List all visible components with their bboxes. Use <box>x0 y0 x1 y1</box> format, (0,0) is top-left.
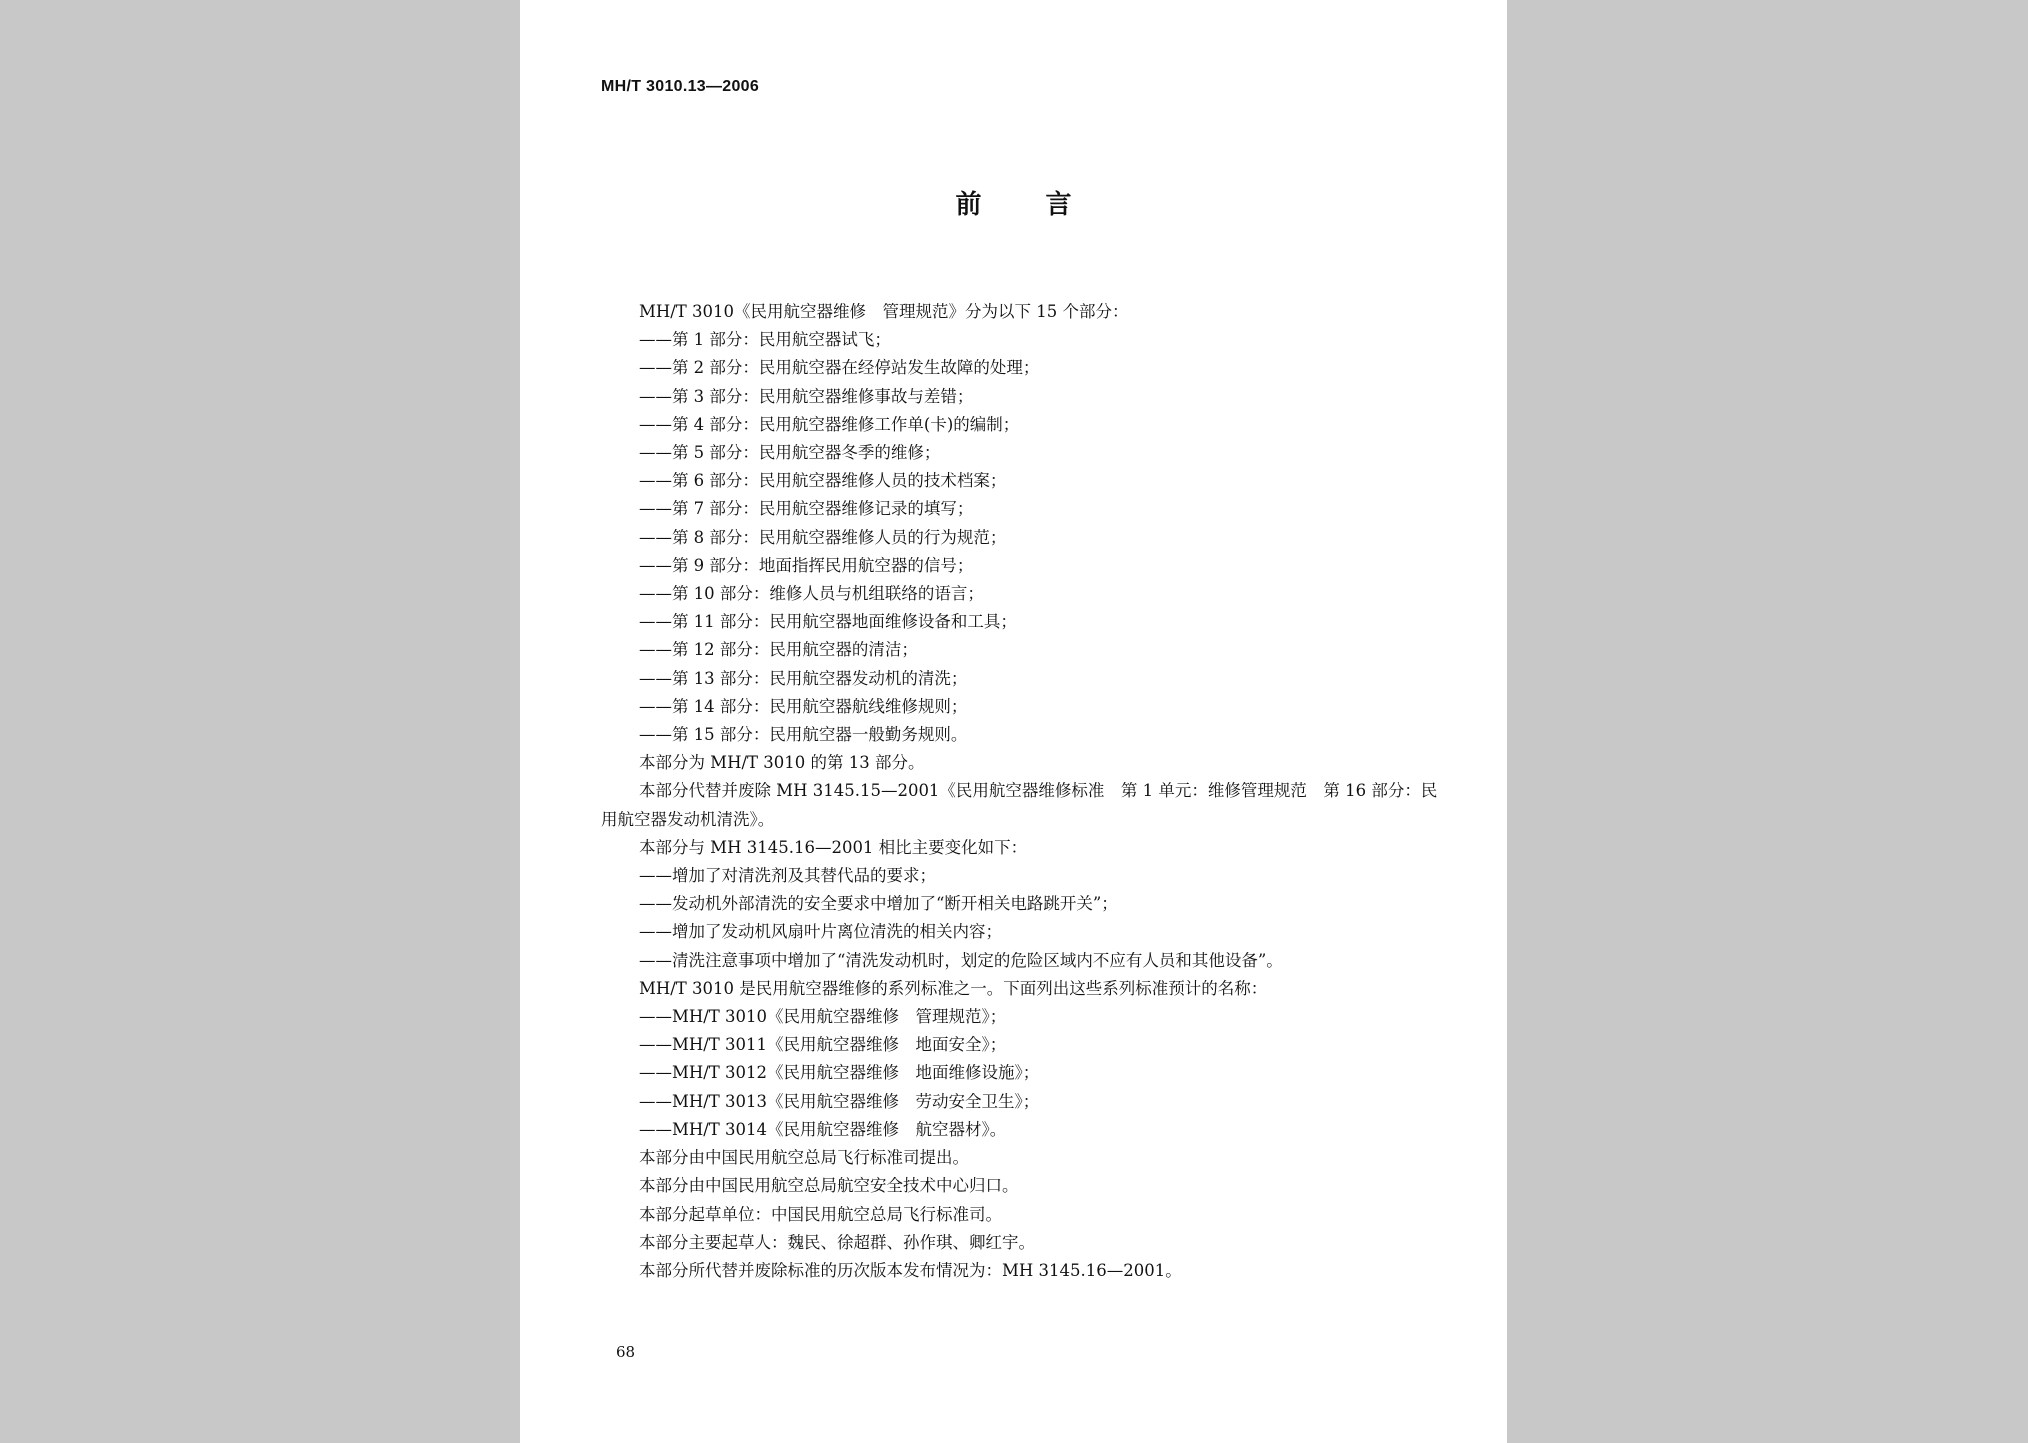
paragraph: 本部分所代替并废除标准的历次版本发布情况为：MH 3145.16—2001。 <box>638 1260 1182 1280</box>
list-item: ——第 14 部分：民用航空器航线维修规则； <box>638 696 968 716</box>
paragraph: 本部分由中国民用航空总局飞行标准司提出。 <box>638 1148 969 1168</box>
list-item: ——增加了对清洗剂及其替代品的要求； <box>638 866 936 886</box>
list-item: ——MH/T 3011《民用航空器维修 地面安全》； <box>638 1035 1007 1055</box>
list-item: ——第 1 部分：民用航空器试飞； <box>638 330 891 350</box>
paragraph: 本部分代替并废除 MH 3145.15—2001《民用航空器维修标准 第 1 单元：维修管理规范 第 16 部分：民用航空器发动机清洗》。 <box>601 781 1438 829</box>
list-item: ——第 6 部分：民用航空器维修人员的技术档案； <box>638 471 1007 491</box>
list-item: ——第 5 部分：民用航空器冬季的维修； <box>638 443 941 463</box>
list-item: ——第 7 部分：民用航空器维修记录的填写； <box>638 499 974 519</box>
list-item: ——第 10 部分：维修人员与机组联络的语言； <box>638 584 984 604</box>
list-item: ——第 2 部分：民用航空器在经停站发生故障的处理； <box>638 358 1040 378</box>
list-item: ——MH/T 3010《民用航空器维修 管理规范》； <box>638 1007 1007 1027</box>
paragraph: 本部分起草单位：中国民用航空总局飞行标准司。 <box>638 1204 1002 1224</box>
list-item: ——第 3 部分：民用航空器维修事故与差错； <box>638 386 974 406</box>
list-item: ——第 11 部分：民用航空器地面维修设备和工具； <box>638 612 1017 632</box>
document-page <box>520 0 1507 1443</box>
list-item: ——第 15 部分：民用航空器一般勤务规则。 <box>638 725 968 745</box>
paragraph: 本部分与 MH 3145.16—2001 相比主要变化如下： <box>638 837 1028 857</box>
list-item: ——第 12 部分：民用航空器的清洁； <box>638 640 918 660</box>
list-item: ——增加了发动机风扇叶片离位清洗的相关内容； <box>638 922 1002 942</box>
paragraph: 本部分由中国民用航空总局航空安全技术中心归口。 <box>638 1176 1019 1196</box>
paragraph: 本部分主要起草人：魏民、徐超群、孙作琪、卿红宇。 <box>638 1232 1035 1252</box>
paragraph: MH/T 3010 是民用航空器维修的系列标准之一。下面列出这些系列标准预计的名称： <box>638 978 1268 998</box>
list-item: ——第 13 部分：民用航空器发动机的清洗； <box>638 668 968 688</box>
list-item: ——第 9 部分：地面指挥民用航空器的信号； <box>638 555 974 575</box>
document-body <box>601 298 1451 1285</box>
list-item: ——第 4 部分：民用航空器维修工作单(卡)的编制； <box>638 414 1020 434</box>
list-item: ——发动机外部清洗的安全要求中增加了“断开相关电路跳开关”； <box>638 894 1118 914</box>
page-number: 68 <box>616 1343 636 1361</box>
list-item: ——MH/T 3013《民用航空器维修 劳动安全卫生》； <box>638 1091 1040 1111</box>
list-item: ——MH/T 3012《民用航空器维修 地面维修设施》； <box>638 1063 1040 1083</box>
list-item: ——MH/T 3014《民用航空器维修 航空器材》。 <box>638 1119 1007 1139</box>
list-item: ——清洗注意事项中增加了“清洗发动机时，划定的危险区域内不应有人员和其他设备”。 <box>638 950 1283 970</box>
paragraph: MH/T 3010《民用航空器维修 管理规范》分为以下 15 个部分： <box>638 302 1129 321</box>
standard-code-header: MH/T 3010.13—2006 <box>601 78 760 95</box>
page-title: 前言 <box>955 190 1136 220</box>
paragraph: 本部分为 MH/T 3010 的第 13 部分。 <box>638 753 925 773</box>
list-item: ——第 8 部分：民用航空器维修人员的行为规范； <box>638 527 1007 547</box>
